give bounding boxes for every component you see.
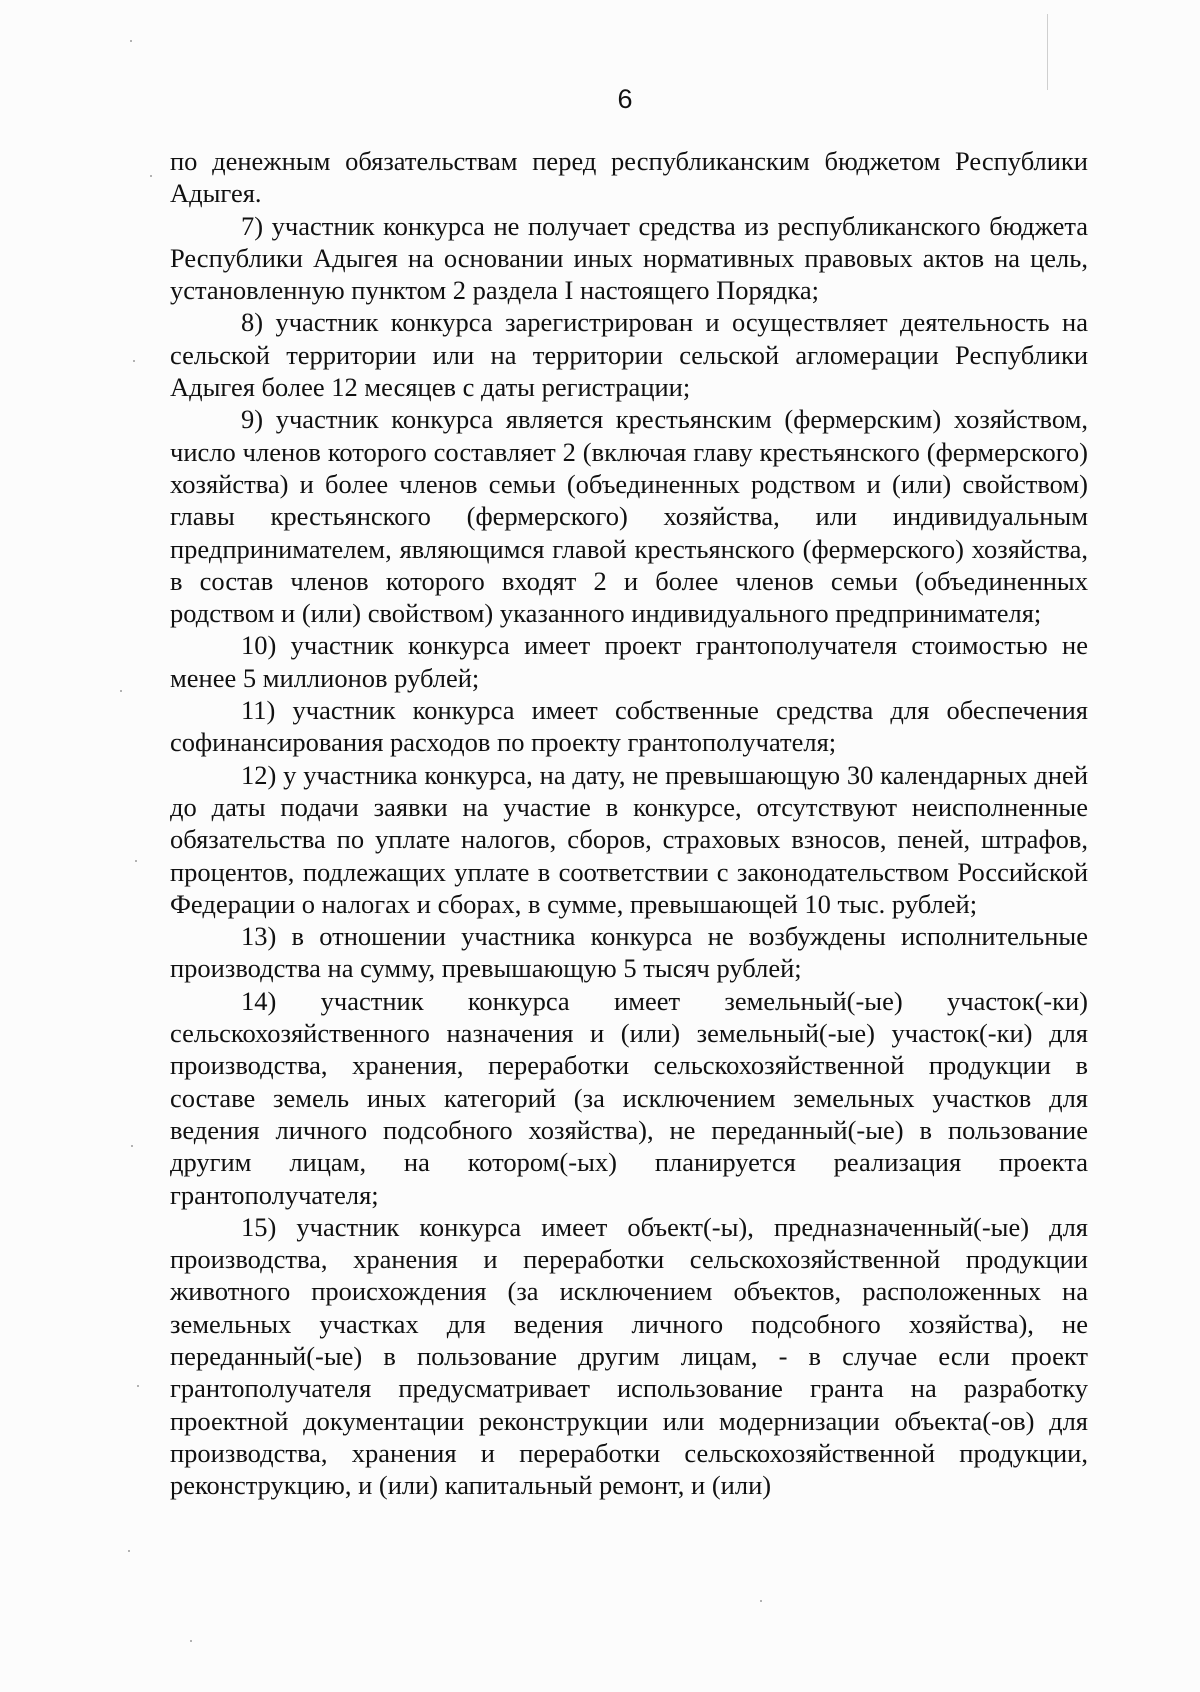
list-item-11: 11) участник конкурса имеет собственные средства для обеспечения софинансирования расходов по проекту грантополучателя; xyxy=(170,695,1088,758)
scan-speck xyxy=(137,1385,139,1387)
scan-speck xyxy=(131,1145,133,1147)
scan-speck xyxy=(133,360,135,362)
list-item-7: 7) участник конкурса не получает средства из республиканского бюджета Республики Адыгея на основании иных нормативных правовых актов на цель, установленную пунктом 2 раздела I настоящего Порядка; xyxy=(170,210,1088,306)
scan-speck xyxy=(190,1640,192,1642)
scan-speck xyxy=(760,1600,762,1602)
document-body xyxy=(170,145,1088,1501)
scan-artifact-line xyxy=(1047,14,1048,90)
list-item-10: 10) участник конкурса имеет проект грантополучателя стоимостью не менее 5 миллионов рублей; xyxy=(170,630,1088,693)
list-item-12: 12) у участника конкурса, на дату, не превышающую 30 календарных дней до даты подачи заявки на участие в конкурсе, отсутствуют неисполненные обязательства по уплате налогов, сборов, страховых взносов, пеней, штрафов, процентов, подлежащих уплате в соответствии с законодательством Российской Федерации о налогах и сборах, в сумме, превышающей 10 тыс. рублей; xyxy=(170,759,1088,919)
scan-speck xyxy=(150,175,152,177)
list-item-9: 9) участник конкурса является крестьянским (фермерским) хозяйством, число членов которого составляет 2 (включая главу крестьянского (фермерского) хозяйства) и более членов семьи (объединенных родством и (или) свойством) главы крестьянского (фермерского) хозяйства, или индивидуальным предпринимателем, являющимся главой крестьянского (фермерского) хозяйства, в состав членов которого входят 2 и более членов семьи (объединенных родством и (или) свойством) указанного индивидуального предпринимателя; xyxy=(170,404,1088,629)
paragraph-continuation: по денежным обязательствам перед республиканским бюджетом Республики Адыгея. xyxy=(170,146,1088,209)
page-number: 6 xyxy=(617,84,633,114)
list-item-14: 14) участник конкурса имеет земельный(-ые) участок(-ки) сельскохозяйственного назначения и (или) земельный(-ые) участок(-ки) для производства, хранения, переработки сельскохозяйственной продукции в составе земель иных категорий (за исключением земельных участков для ведения личного подсобного хозяйства), не переданный(-ые) в пользование другим лицам, на котором(-ых) планируется реализация проекта грантополучателя; xyxy=(170,985,1088,1210)
scan-speck xyxy=(135,860,137,862)
list-item-15: 15) участник конкурса имеет объект(-ы), предназначенный(-ые) для производства, хранения и переработки сельскохозяйственной продукции животного происхождения (за исключением объектов, расположенных на земельных участках для ведения личного подсобного хозяйства), не переданный(-ые) в пользование другим лицам, - в случае если проект грантополучателя предусматривает использование гранта на разработку проектной документации реконструкции или модернизации объекта(-ов) для производства, хранения и переработки сельскохозяйственной продукции, реконструкцию, и (или) капитальный ремонт, и (или) xyxy=(170,1211,1088,1501)
scan-speck xyxy=(128,1550,130,1552)
list-item-13: 13) в отношении участника конкурса не возбуждены исполнительные производства на сумму, превышающую 5 тысяч рублей; xyxy=(170,921,1088,984)
scan-speck xyxy=(120,690,122,692)
list-item-8: 8) участник конкурса зарегистрирован и осуществляет деятельность на сельской территории или на территории сельской агломерации Республики Адыгея более 12 месяцев с даты регистрации; xyxy=(170,307,1088,403)
scan-speck xyxy=(130,40,132,42)
